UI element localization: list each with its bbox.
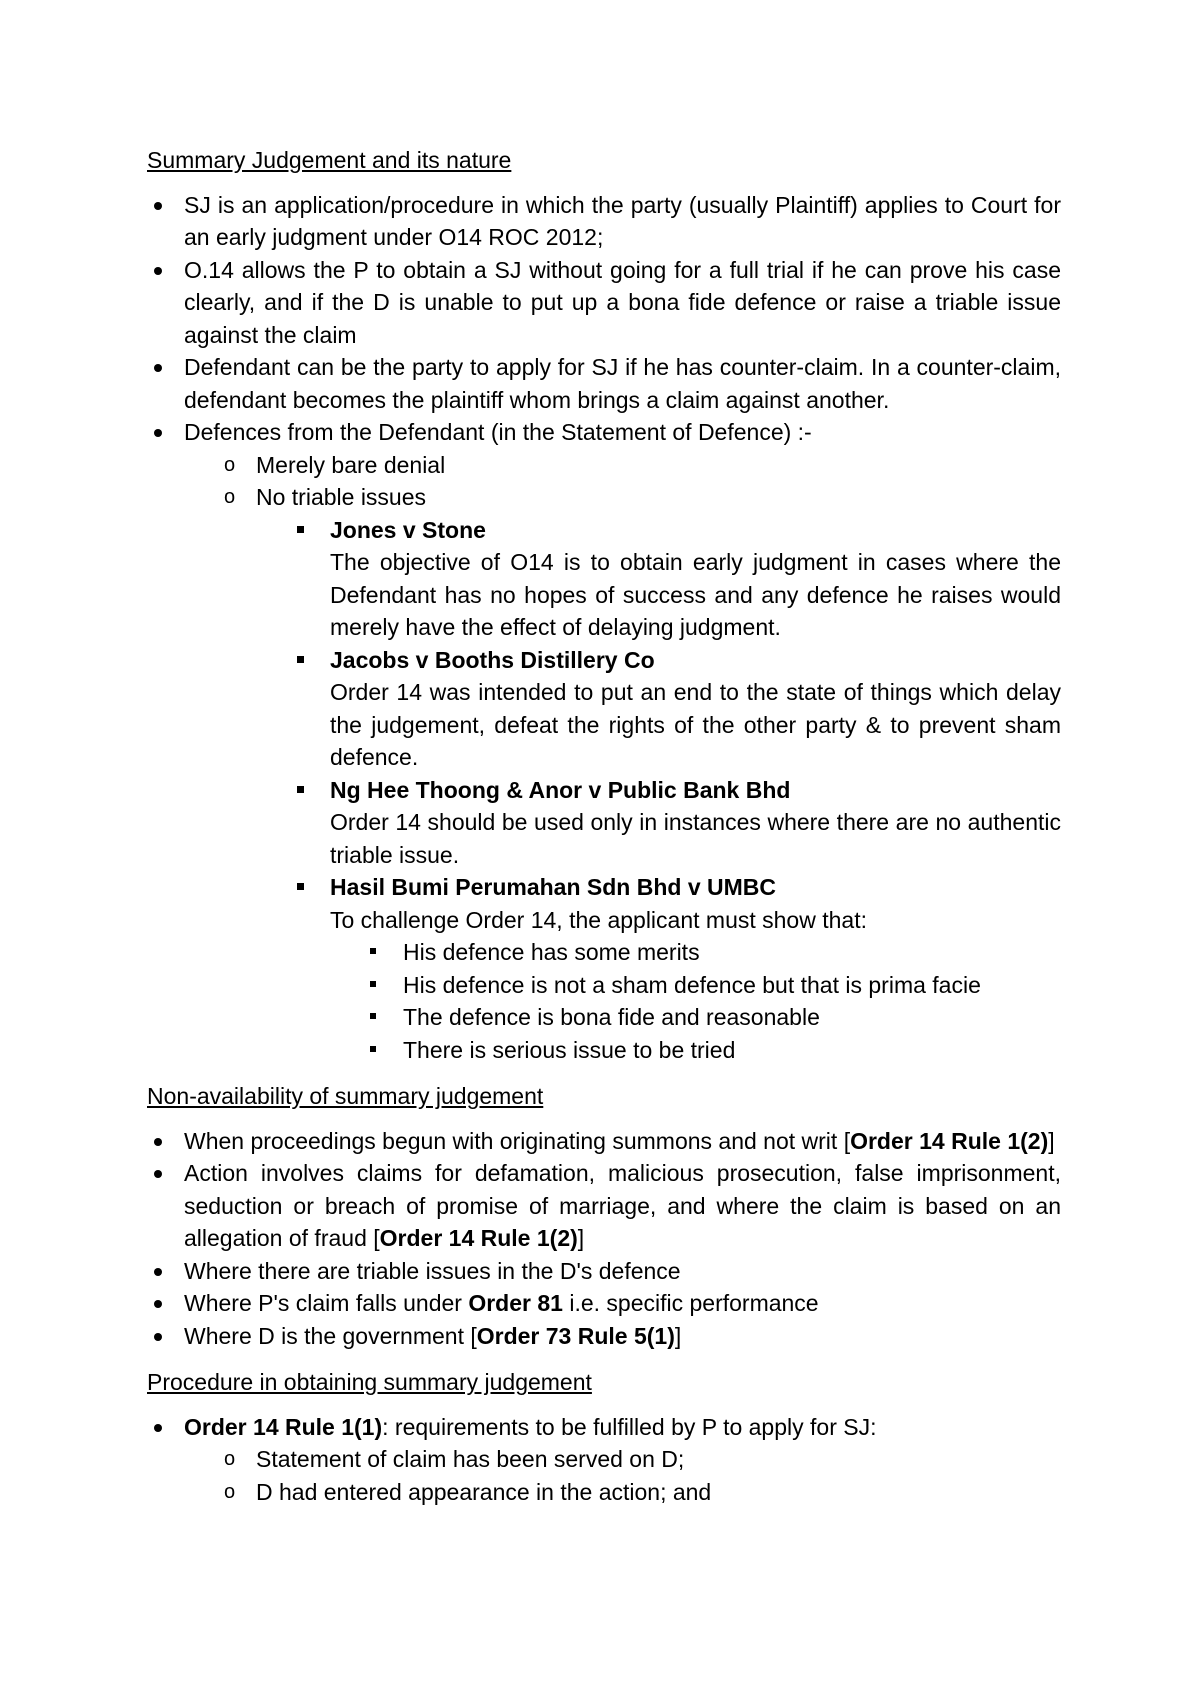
list-item: Defendant can be the party to apply for SJ if he has counter-claim. In a counter-claim, defendant becomes the plaintiff whom brings a claim against another. [147, 351, 1061, 416]
case-text: Order 14 should be used only in instances where there are no authentic triable issue. [330, 809, 1061, 868]
nature-list [147, 189, 1061, 1067]
case-text: The objective of O14 is to obtain early judgment in cases where the Defendant has no hopes of success and any defence he raises would merely have the effect of delaying judgment. [330, 549, 1061, 640]
list-item: Where D is the government [Order 73 Rule 5(1)] [147, 1320, 1061, 1353]
list-item [220, 481, 1061, 1066]
document-body [147, 144, 1061, 1508]
defence-label: No triable issues [256, 484, 427, 510]
list-item: Action involves claims for defamation, malicious prosecution, false imprisonment, seduction or breach of promise of marriage, and where the claim is based on an allegation of fraud [Order 14 Rule 1(2)] [147, 1157, 1061, 1255]
list-item: The defence is bona fide and reasonable [366, 1001, 1061, 1034]
case-text: To challenge Order 14, the applicant must show that: [330, 906, 867, 933]
list-item: o Statement of claim has been served on D; [220, 1443, 1061, 1476]
section-heading-non-availability: Non-availability of summary judgement [147, 1083, 544, 1109]
list-item: o D had entered appearance in the action; and [220, 1476, 1061, 1509]
order-reference: Order 14 Rule 1(1) [184, 1413, 383, 1440]
list-item: There is serious issue to be tried [366, 1034, 1061, 1067]
list-item: O.14 allows the P to obtain a SJ without going for a full trial if he can prove his case clearly, and if the D is unable to put up a bona fide defence or raise a triable issue against the claim [147, 254, 1061, 352]
list-item: Where there are triable issues in the D's defence [147, 1255, 1061, 1288]
case-name: Hasil Bumi Perumahan Sdn Bhd v UMBC [330, 874, 777, 900]
list-item [147, 416, 1061, 1066]
list-item: When proceedings begun with originating summons and not writ [Order 14 Rule 1(2)] [147, 1125, 1061, 1158]
requirements-list [220, 1443, 1061, 1508]
procedure-list [147, 1411, 1061, 1509]
order-reference: Order 14 Rule 1(2) [379, 1225, 578, 1251]
non-availability-list [147, 1125, 1061, 1353]
list-item: o Merely bare denial [220, 449, 1061, 482]
case-item [292, 871, 1061, 1066]
section-heading-procedure: Procedure in obtaining summary judgement [147, 1369, 592, 1395]
case-name: Ng Hee Thoong & Anor v Public Bank Bhd [330, 776, 791, 803]
list-item: Order 14 Rule 1(1): requirements to be fulfilled by P to apply for SJ: o Statement of claim has been served on D; o D had entered appearance in the action; and [147, 1411, 1061, 1509]
case-item [292, 774, 1061, 872]
case-text: Order 14 was intended to put an end to the state of things which delay the judgement, defeat the rights of the other party & to prevent sham defence. [330, 679, 1061, 770]
order-reference: Order 81 [468, 1290, 563, 1316]
defences-list [220, 449, 1061, 1067]
order-reference: Order 73 Rule 5(1) [476, 1322, 675, 1349]
list-item: His defence is not a sham defence but that is prima facie [366, 969, 1061, 1002]
case-name: Jacobs v Booths Distillery Co [330, 646, 655, 673]
list-item: Where P's claim falls under Order 81 i.e. specific performance [147, 1287, 1061, 1320]
defences-intro: Defences from the Defendant (in the Statement of Defence) :- [184, 419, 812, 445]
case-points-list [366, 936, 1061, 1066]
case-item [292, 644, 1061, 774]
case-item [292, 514, 1061, 644]
section-heading-nature: Summary Judgement and its nature [147, 147, 512, 173]
list-item: SJ is an application/procedure in which the party (usually Plaintiff) applies to Court for an early judgment under O14 ROC 2012; [147, 189, 1061, 254]
list-item: His defence has some merits [366, 936, 1061, 969]
case-name: Jones v Stone [330, 516, 486, 543]
order-reference: Order 14 Rule 1(2) [850, 1127, 1049, 1154]
cases-list [292, 514, 1061, 1067]
